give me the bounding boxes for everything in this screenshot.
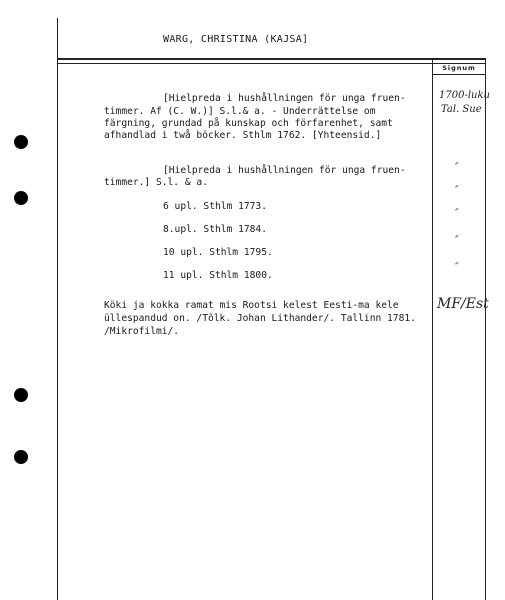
signum-header-rule	[432, 74, 486, 75]
entry2-line2: timmer.] S.l. & a.	[104, 177, 208, 188]
signum-note: Tal. Sue	[441, 104, 482, 115]
punch-hole	[14, 191, 28, 205]
edition-line: 11 upl. Sthlm 1800.	[163, 270, 273, 281]
signum-label: Signum	[442, 64, 476, 72]
edition-line: 10 upl. Sthlm 1795.	[163, 247, 273, 258]
punch-hole	[14, 388, 28, 402]
ditto-mark: ″	[455, 185, 459, 196]
ditto-mark: ″	[455, 235, 459, 246]
ditto-mark: ″	[455, 208, 459, 219]
left-margin-line	[57, 18, 58, 600]
header-rule-secondary	[57, 63, 486, 64]
edition-line: 8.upl. Sthlm 1784.	[163, 224, 267, 235]
entry3-line2: üllespandud on. /Tõlk. Johan Lithander/. Tallinn 1781.	[104, 313, 416, 324]
punch-hole	[14, 135, 28, 149]
signum-column-line	[432, 58, 433, 600]
card-heading: WARG, CHRISTINA (KAJSA]	[163, 34, 309, 45]
entry3-line1: Köki ja kokka ramat mis Rootsi kelest Eesti-ma kele	[104, 300, 399, 311]
entry1-line4: afhandlad i twå böcker. Sthlm 1762. [Yhteensid.]	[104, 130, 382, 141]
punch-hole	[14, 450, 28, 464]
entry2-line1: [Hielpreda i hushållningen för unga fruen-	[163, 165, 406, 176]
signum-note-mf: MF/Est	[437, 296, 489, 312]
signum-note: 1700-luku	[439, 90, 490, 101]
entry3-line3: /Mikrofilmi/.	[104, 326, 180, 337]
entry1-line3: färgning, grundad på kunskap och förfarenhet, samt	[104, 118, 393, 129]
ditto-mark: ″	[455, 262, 459, 273]
edition-line: 6 upl. Sthlm 1773.	[163, 201, 267, 212]
entry1-line1: [Hielpreda i hushållningen för unga fruen-	[163, 93, 406, 104]
ditto-mark: ″	[455, 162, 459, 173]
header-rule	[57, 58, 486, 60]
entry1-line2: timmer. Af (C. W.)] S.l.& a. - Underrättelse om	[104, 106, 376, 117]
right-border-line	[485, 58, 486, 600]
